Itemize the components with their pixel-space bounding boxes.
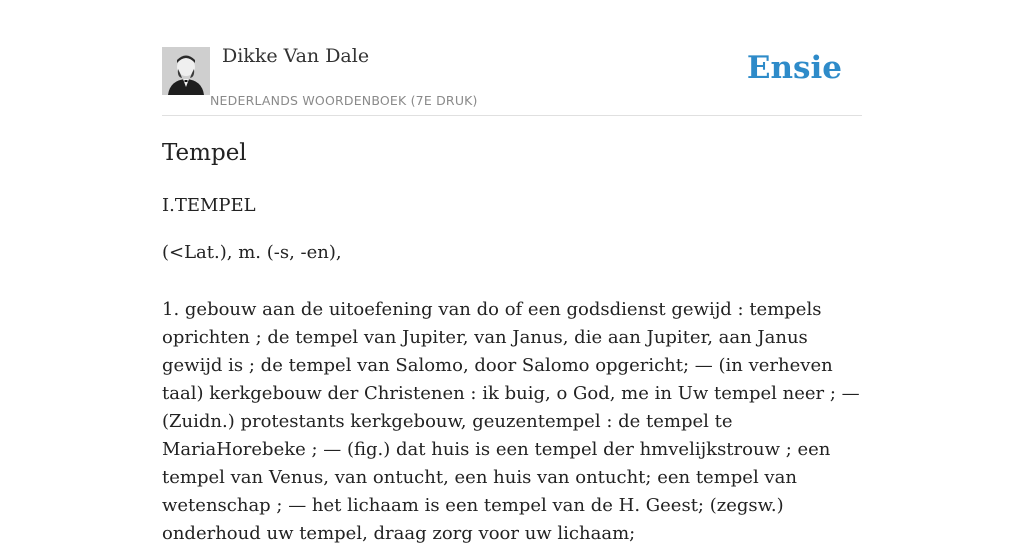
entry-grammar: (<Lat.), m. (-s, -en), — [162, 242, 342, 263]
ensie-logo-link[interactable]: Ensie — [746, 50, 842, 86]
portrait-avatar-icon[interactable] — [162, 47, 210, 95]
entry-headword: I.TEMPEL — [162, 195, 256, 216]
source-subtitle: NEDERLANDS WOORDENBOEK (7E DRUK) — [210, 93, 478, 108]
source-header — [162, 0, 862, 116]
entry-definition: 1. gebouw aan de uitoefening van do of een godsdienst gewijd : tempels oprichten ; de tempel van Jupiter, van Janus, die aan Jupiter, aan Janus gewijd is ; de tempel van Salomo, door Salomo opgericht; — (in verheven taal) kerkgebouw der Christenen : ik buig, o God, me in Uw tempel neer ; — (Zuidn.) protestants kerkgebouw, geuzentempel : de tempel te MariaHorebeke ; — (fig.) dat huis is een tempel der hmvelijkstrouw ; een tempel van Venus, van ontucht, een huis van ontucht; een tempel van wetenschap ; — het lichaam is een tempel van de H. Geest; (zegsw.) onderhoud uw tempel, draag zorg voor uw lichaam; — [162, 299, 860, 544]
page-title: Tempel — [162, 140, 247, 166]
source-title-link[interactable]: Dikke Van Dale — [222, 45, 370, 67]
page-container — [162, 0, 862, 544]
